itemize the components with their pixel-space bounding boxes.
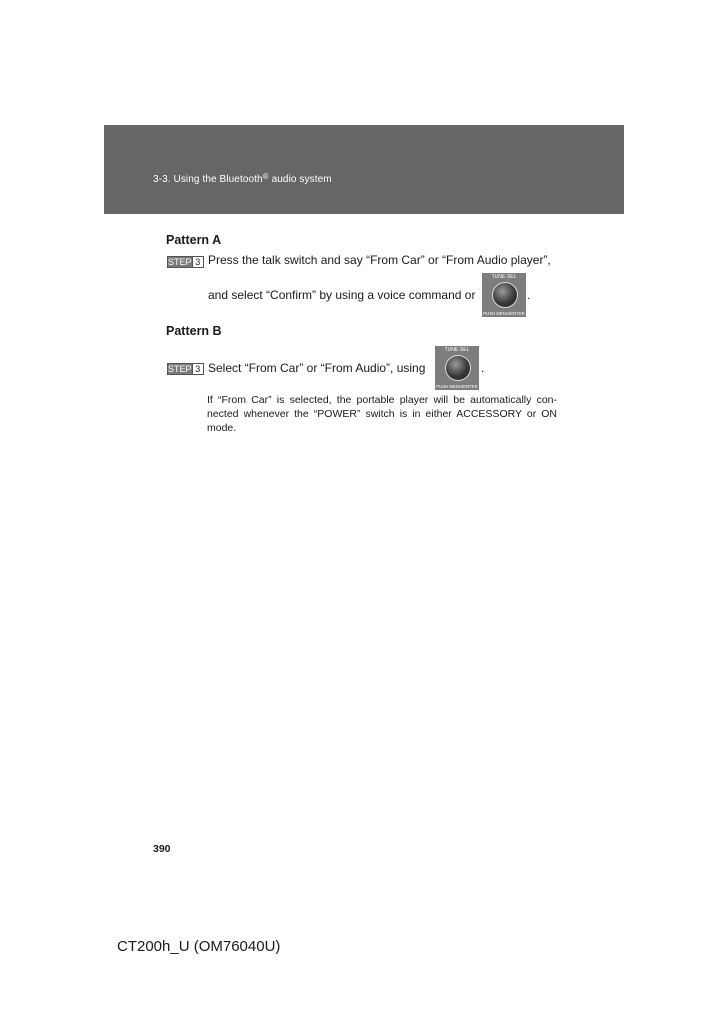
footer-code: CT200h_U (OM76040U) <box>117 938 281 955</box>
tune-sel-knob-icon <box>482 273 526 317</box>
dial-icon <box>492 282 518 308</box>
page-number: 390 <box>153 843 171 855</box>
header-band <box>104 125 624 214</box>
knob-bottom-label: PUSH MENU/ENTER <box>483 311 525 316</box>
pattern-a-step-line1: Press the talk switch and say “From Car” or “From Audio player”, <box>208 253 551 267</box>
pattern-a-period: . <box>527 288 531 302</box>
pattern-b-period: . <box>481 361 485 375</box>
step-label-b <box>167 363 204 375</box>
pattern-b-step-line1: Select “From Car” or “From Audio”, using <box>208 361 426 375</box>
tune-sel-knob-icon <box>435 346 479 390</box>
pattern-a-heading: Pattern A <box>166 233 222 247</box>
knob-top-label: TUNE·SEL <box>444 347 470 353</box>
dial-icon <box>445 355 471 381</box>
pattern-b-note: If “From Car” is selected, the portable player will be automatically con-nected whenever the “POWER” switch is in either ACCESSORY or ON mode. <box>207 394 557 434</box>
pattern-a-step-line2: and select “Confirm” by using a voice command or <box>208 288 476 302</box>
step-label-a <box>167 256 204 268</box>
step-number: 3 <box>192 257 203 267</box>
section-title: 3-3. Using the Bluetooth® audio system <box>153 172 332 185</box>
step-word: STEP <box>168 364 192 374</box>
knob-bottom-label: PUSH MENU/ENTER <box>436 384 478 389</box>
knob-top-label: TUNE·SEL <box>491 274 517 280</box>
step-number: 3 <box>192 364 203 374</box>
pattern-b-heading: Pattern B <box>166 324 222 338</box>
step-word: STEP <box>168 257 192 267</box>
